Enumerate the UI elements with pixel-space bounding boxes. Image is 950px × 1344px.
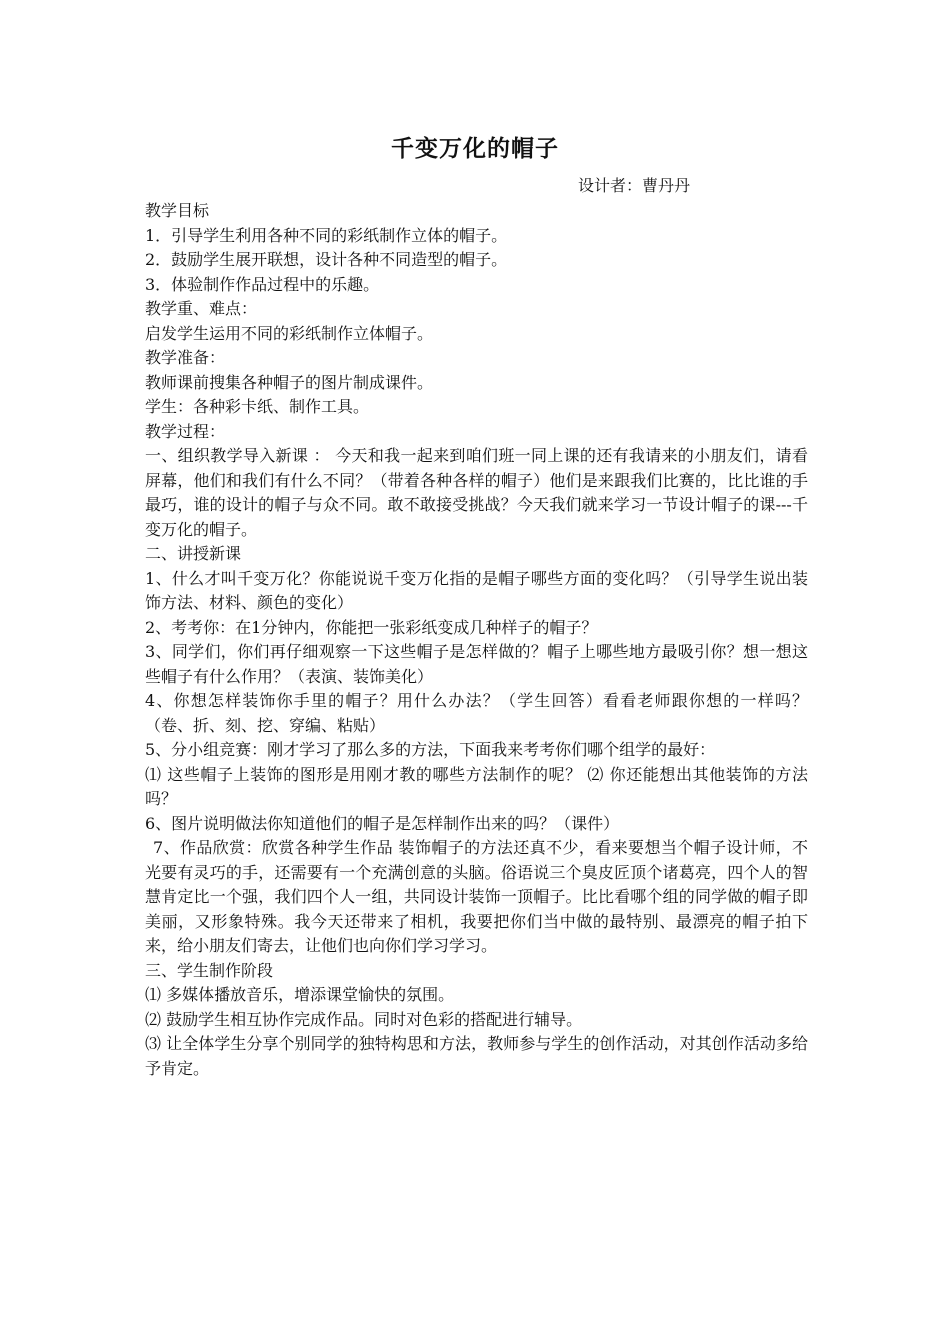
key-points-text: 启发学生运用不同的彩纸制作立体帽子。: [145, 323, 434, 343]
document-title: 千变万化的帽子: [391, 136, 559, 162]
process-step-5-questions: ⑴ 这些帽子上装饰的图形是用刚才教的哪些方法制作的呢？ ⑵ 你还能想出其他装饰的方法吗？: [145, 764, 808, 808]
document-body: [145, 199, 808, 1081]
process-step-4: 4、你想怎样装饰你手里的帽子？用什么办法？（学生回答）看看老师跟你想的一样吗？（卷、折、刻、挖、穿编、粘贴）: [145, 691, 808, 735]
heading-teaching-goals: 教学目标: [145, 201, 210, 220]
goal-item-1: 1．引导学生利用各种不同的彩纸制作立体的帽子。: [145, 225, 508, 245]
process-section-1: 一、组织教学导入新课 ： 今天和我一起来到咱们班一同上课的还有我请来的小朋友们，请看屏幕，他们和我们有什么不同？（带着各种各样的帽子）他们是来跟我们比赛的，比比谁的手最巧，谁的设计的帽子与众不同。敢不敢接受挑战？今天我们就来学习一节设计帽子的课---千变万化的帽子。: [145, 446, 808, 539]
process-step-2: 2、考考你：在1分钟内，你能把一张彩纸变成几种样子的帽子？: [145, 617, 598, 637]
production-item-2: ⑵ 鼓励学生相互协作完成作品。同时对色彩的搭配进行辅导。: [145, 1009, 583, 1029]
process-section-2-heading: 二、讲授新课: [145, 544, 242, 563]
goal-item-3: 3．体验制作作品过程中的乐趣。: [145, 274, 380, 294]
production-item-1: ⑴ 多媒体播放音乐，增添课堂愉快的氛围。: [145, 985, 455, 1004]
production-item-3: ⑶ 让全体学生分享个别同学的独特构思和方法，教师参与学生的创作活动，对其创作活动多给予肯定。: [145, 1034, 808, 1078]
process-step-3: 3、同学们，你们再仔细观察一下这些帽子是怎样做的？帽子上哪些地方最吸引你？想一想这些帽子有什么作用？（表演、装饰美化）: [145, 642, 808, 686]
process-step-6: 6、图片说明做法你知道他们的帽子是怎样制作出来的吗？（课件）: [145, 813, 620, 833]
process-section-3-heading: 三、学生制作阶段: [145, 960, 274, 980]
heading-preparation: 教学准备：: [145, 348, 226, 367]
process-step-7: 7、作品欣赏：欣赏各种学生作品 装饰帽子的方法还真不少，看来要想当个帽子设计师，不光要有灵巧的手，还需要有一个充满创意的头脑。俗语说三个臭皮匠顶个诸葛亮，四个人的智慧肯定比一个强，我们四个人一组，共同设计装饰一顶帽子。比比看哪个组的同学做的帽子即美丽，又形象特殊。我今天还带来了相机，我要把你们当中做的最特别、最漂亮的帽子拍下来，给小朋友们寄去，让他们也向你们学习学习。: [145, 838, 808, 955]
process-step-1: 1、什么才叫千变万化？你能说说千变万化指的是帽子哪些方面的变化吗？（引导学生说出装饰方法、材料、颜色的变化）: [145, 568, 808, 612]
process-step-5: 5、分小组竞赛：刚才学习了那么多的方法，下面我来考考你们哪个组学的最好：: [145, 740, 716, 759]
preparation-teacher: 教师课前搜集各种帽子的图片制成课件。: [145, 372, 434, 392]
preparation-student: 学生：各种彩卡纸、制作工具。: [145, 397, 370, 416]
heading-process: 教学过程：: [145, 421, 226, 441]
goal-item-2: 2．鼓励学生展开联想，设计各种不同造型的帽子。: [145, 250, 508, 269]
heading-key-points: 教学重、难点：: [145, 299, 258, 318]
designer-line: 设计者：曹丹丹: [578, 176, 691, 195]
